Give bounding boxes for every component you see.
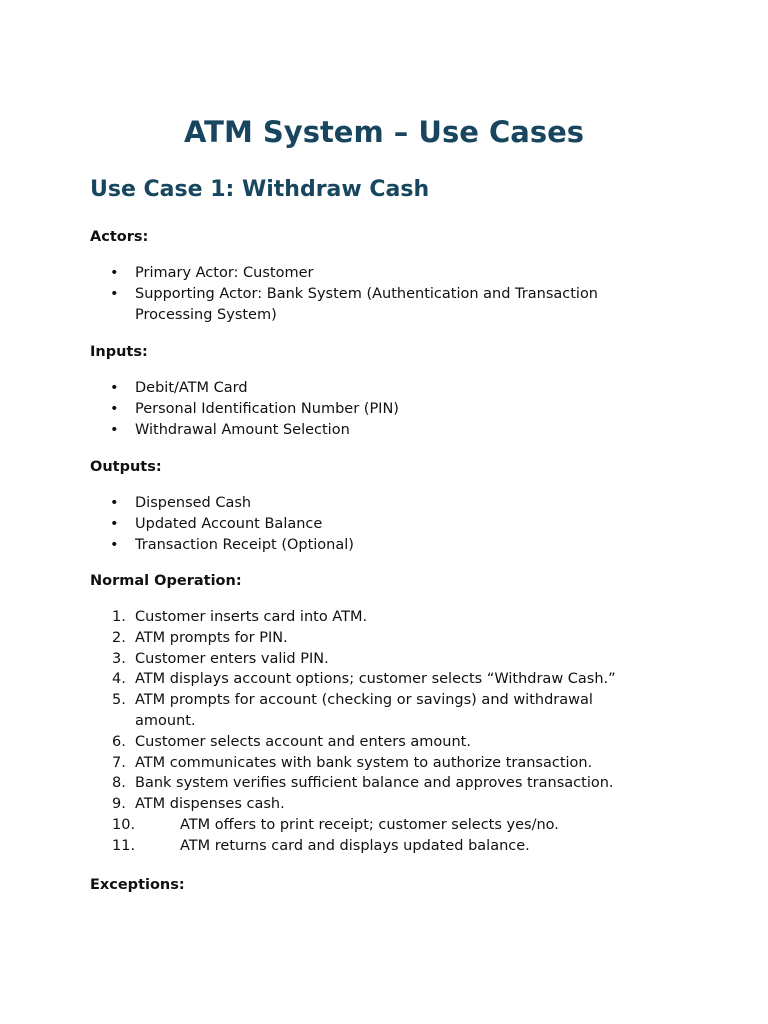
actors-list	[90, 263, 635, 325]
step-item	[90, 669, 650, 690]
bullet-icon: •	[110, 400, 119, 417]
step-item	[90, 628, 650, 649]
step-number: 1.	[112, 609, 126, 625]
step-text: Customer inserts card into ATM.	[135, 609, 368, 625]
step-item	[90, 773, 650, 794]
step-text: Customer enters valid PIN.	[135, 650, 329, 667]
step-item	[90, 836, 650, 857]
list-item	[90, 378, 690, 399]
list-item-text: Dispensed Cash	[135, 495, 252, 511]
normal-operation-label: Normal Operation:	[90, 573, 242, 589]
outputs-label: Outputs:	[90, 459, 162, 475]
step-number: 11.	[112, 837, 136, 854]
step-text: Customer selects account and enters amount.	[135, 733, 471, 750]
list-item-text: Withdrawal Amount Selection	[135, 421, 350, 438]
list-item-text: Transaction Receipt (Optional)	[135, 536, 354, 553]
step-item	[90, 815, 650, 836]
exceptions-label: Exceptions:	[90, 877, 185, 893]
step-text: ATM communicates with bank system to authorize transaction.	[135, 754, 593, 771]
step-item	[90, 794, 650, 815]
step-item	[90, 649, 650, 670]
step-number: 3.	[112, 650, 126, 667]
step-text: ATM prompts for account (checking or savings) and withdrawal amount.	[135, 692, 593, 729]
step-number: 8.	[112, 775, 126, 792]
list-item-text: Personal Identification Number (PIN)	[135, 400, 399, 417]
list-item-text: Debit/ATM Card	[135, 380, 248, 396]
step-item	[90, 690, 650, 732]
step-text: ATM offers to print receipt; customer selects yes/no.	[180, 816, 559, 833]
list-item	[90, 399, 690, 420]
list-item	[90, 263, 635, 284]
step-text: ATM prompts for PIN.	[135, 629, 288, 646]
page-title: ATM System – Use Cases	[183, 115, 585, 149]
step-number: 4.	[112, 671, 126, 688]
list-item	[90, 514, 690, 535]
bullet-icon: •	[110, 380, 119, 396]
step-number: 9.	[112, 796, 126, 813]
step-text: Bank system verifies sufficient balance and approves transaction.	[135, 775, 614, 792]
step-number: 2.	[112, 629, 126, 646]
step-text: ATM dispenses cash.	[135, 796, 285, 813]
bullet-icon: •	[110, 265, 119, 281]
step-text: ATM displays account options; customer selects “Withdraw Cash.”	[135, 671, 616, 688]
list-item	[90, 420, 690, 441]
list-item-text: Supporting Actor: Bank System (Authentication and Transaction Processing System)	[135, 285, 599, 323]
step-number: 6.	[112, 733, 126, 750]
step-item	[90, 607, 650, 628]
inputs-label: Inputs:	[90, 344, 148, 360]
list-item	[90, 535, 690, 556]
outputs-list	[90, 493, 690, 555]
use-case-heading: Use Case 1: Withdraw Cash	[90, 177, 430, 202]
list-item-text: Primary Actor: Customer	[135, 265, 314, 281]
step-number: 5.	[112, 692, 126, 709]
inputs-list	[90, 378, 690, 440]
bullet-icon: •	[110, 421, 119, 438]
bullet-icon: •	[110, 285, 119, 302]
normal-operation-steps	[90, 607, 650, 857]
step-number: 7.	[112, 754, 126, 771]
step-item	[90, 732, 650, 753]
bullet-icon: •	[110, 536, 119, 553]
list-item	[90, 493, 690, 514]
bullet-icon: •	[110, 515, 119, 532]
bullet-icon: •	[110, 495, 119, 511]
step-item	[90, 753, 650, 774]
step-number: 10.	[112, 816, 136, 833]
actors-label: Actors:	[90, 229, 149, 245]
list-item-text: Updated Account Balance	[135, 515, 323, 532]
step-text: ATM returns card and displays updated balance.	[180, 837, 530, 854]
list-item	[90, 284, 635, 326]
